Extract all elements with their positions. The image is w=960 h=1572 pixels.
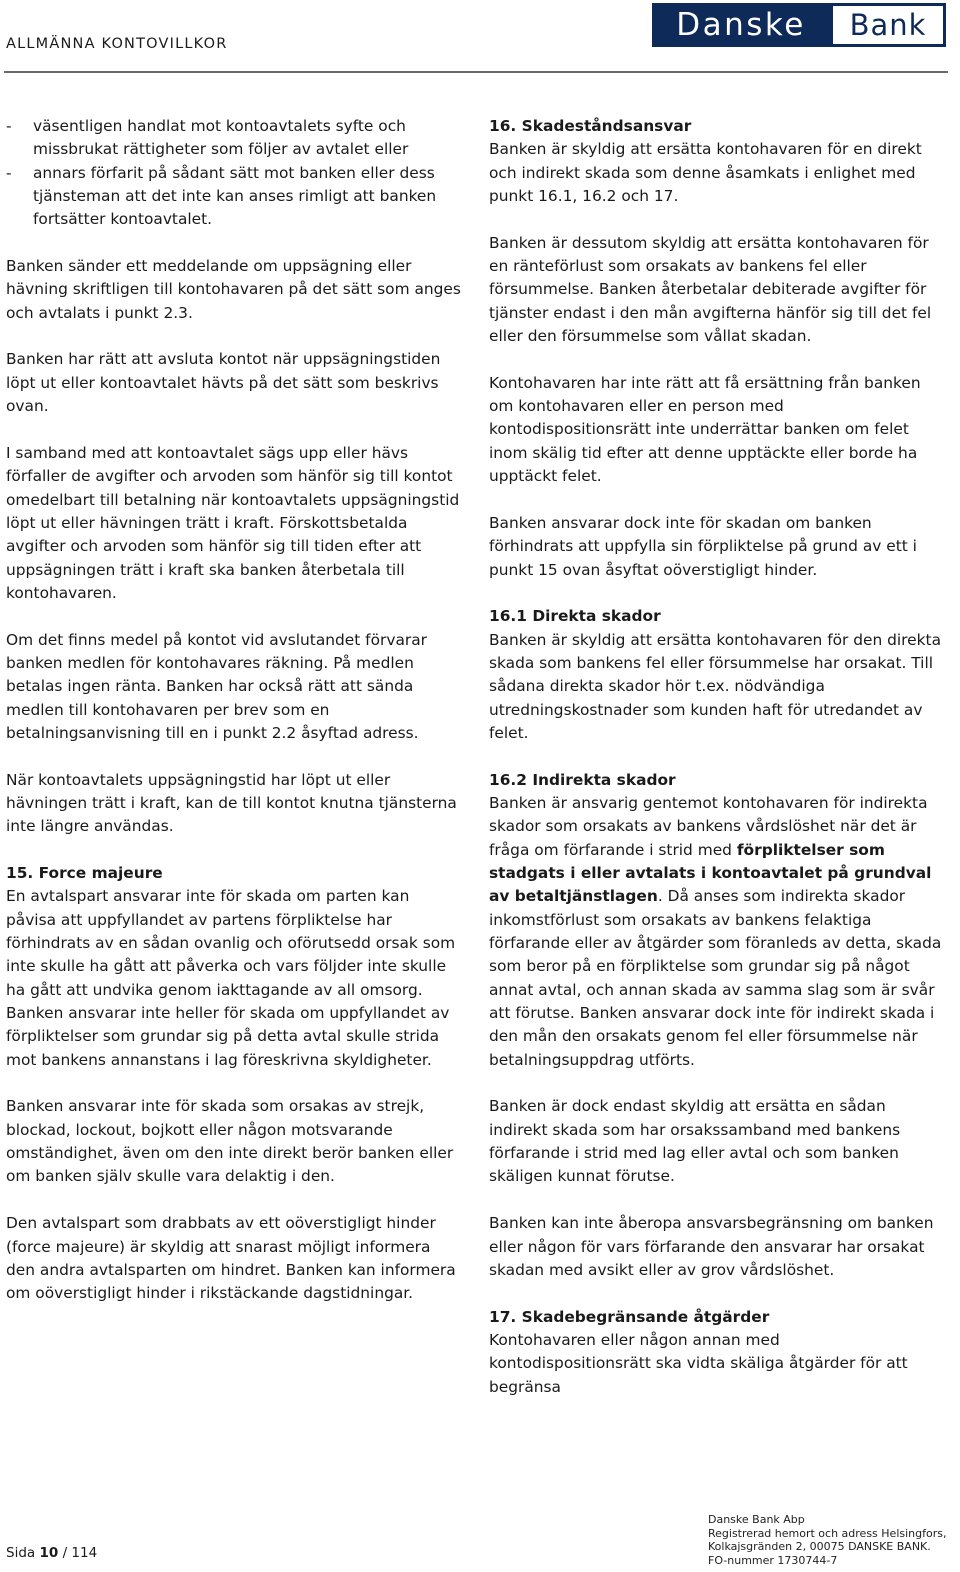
paragraph: Banken ansvarar dock inte för skadan om banken förhindrats att uppfylla sin förpliktelse på grund av ett i punkt 15 ovan åsyftat oöverstigligt hinder. (489, 513, 917, 579)
page-current: 10 (39, 1545, 59, 1561)
list-item-text: väsentligen handlat mot kontoavtalets syfte och missbrukat rättigheter som följer av avtalet eller (33, 117, 409, 159)
section-16-1 (489, 605, 944, 745)
section-17 (489, 1306, 944, 1399)
section-heading: 16.2 Indirekta skador (489, 770, 676, 789)
paragraph: Kontohavaren eller någon annan med kontodispositionsrätt ska vidta skäliga åtgärder för att begränsa (489, 1330, 908, 1396)
paragraph: När kontoavtalets uppsägningstid har löpt ut eller hävningen trätt i kraft, kan de till kontot knutna tjänsterna inte längre användas. (6, 770, 457, 836)
list-item-text: annars förfarit på sådant sätt mot banken eller dess tjänsteman att det inte kan anses rimligt att banken fortsätter kontoavtalet. (33, 163, 437, 229)
list-item (6, 162, 464, 232)
paragraph: Banken ansvarar inte för skada som orsakas av strejk, blockad, lockout, bojkott eller någon motsvarande omständighet, även om den inte direkt berör banken eller om banken själv skulle vara delaktig i den. (6, 1097, 454, 1186)
address-line: Danske Bank Abp (708, 1513, 805, 1526)
paragraph: Banken sänder ett meddelande om uppsägning eller hävning skriftligen till kontohavaren på det sätt som anges och avtalats i punkt 2.3. (6, 257, 461, 322)
paragraph: Den avtalspart som drabbats av ett oöverstigligt hinder (force majeure) är skyldig att snarast möjligt informera den andra avtalsparten om hindret. Banken kan informera om oöverstigligt hinder i rikstäckande dagstidningar. (6, 1214, 456, 1303)
paragraph: Om det finns medel på kontot vid avslutandet förvarar banken medlen för kontohavares räkning. På medlen betalas ingen ränta. Banken har också rätt att sända medlen till kontohavaren per brev som en betalningsanvisning till en i punkt 2.2 åsyftad adress. (6, 630, 427, 742)
bold-phrase: förpliktelser som stadgats i eller avtalats i kontoavtalet på grundval av betaltjänstlagen (489, 840, 932, 906)
logo-word-bank: Bank (833, 6, 943, 44)
list-dash: - (6, 163, 12, 182)
section-heading: 16. Skadeståndsansvar (489, 117, 692, 135)
section-16-2 (489, 769, 944, 1072)
company-address (708, 1513, 946, 1567)
paragraph: En avtalspart ansvarar inte för skada om parten kan påvisa att uppfyllandet av partens förpliktelse har förhindrats av en sådan ovanlig och oförutsedd orsak som inte skulle ha gått att påverka och vars följder inte skulle ha gått att undvika genom iakttagande av all omsorg. Banken ansvarar inte heller för skada om uppfyllandet av förpliktelser som grundar sig på detta avtal skulle strida mot bankens annanstans i lag föreskrivna skyldigheter. (6, 887, 456, 1069)
paragraph: Banken har rätt att avsluta kontot när uppsägningstiden löpt ut eller kontoavtalet hävts på det sätt som beskrivs ovan. (6, 350, 441, 416)
page-total: / 114 (62, 1545, 98, 1561)
address-line: Kolkajsgränden 2, 00075 DANSKE BANK. (708, 1540, 931, 1554)
paragraph: I samband med att kontoavtalet sägs upp eller hävs förfaller de avgifter och arvoden som hänför sig till kontot omedelbart till betalning när kontoavtalets uppsägningstid löpt ut eller hävningen trätt i kraft. Förskottsbetalda avgifter och arvoden som hänför sig till tiden efter att uppsägningen trätt i kraft ska banken återbetala till kontohavaren. (6, 443, 460, 602)
address-line: FO-nummer 1730744-7 (708, 1553, 838, 1567)
document-title: ALLMÄNNA KONTOVILLKOR (6, 36, 228, 52)
list-dash: - (6, 117, 12, 135)
paragraph-part: Banken är ansvarig gentemot kontohavaren för indirekta skador som orsakats av bankens vårdslöshet när det är fråga om förfarande i strid med (489, 793, 928, 859)
left-column (6, 115, 464, 1329)
paragraph: Banken är dessutom skyldig att ersätta kontohavaren för en ränteförlust som orsakats av bankens fel eller försummelse. Banken återbetalar debiterade avgifter för tjänster endast i den mån avgifterna hänför sig till det fel eller den försummelse som vållat skadan. (489, 233, 932, 346)
paragraph: Banken är skyldig att ersätta kontohavaren för den direkta skada som bankens fel eller försummelse har orsakat. Till sådana direkta skador hör t.ex. nödvändiga utredningskostnader som kunden haft för utredandet av felet. (489, 630, 942, 742)
list-item (6, 115, 464, 162)
danske-bank-logo (652, 3, 946, 47)
paragraph: Kontohavaren har inte rätt att få ersättning från banken om kontohavaren eller en person med kontodispositionsrätt inte underrättar banken om felet inom skälig tid efter att denne upptäckte eller borde ha upptäckt felet. (489, 373, 921, 486)
section-15 (6, 862, 464, 1072)
section-16 (489, 115, 944, 208)
section-heading: 17. Skadebegränsande åtgärder (489, 1307, 770, 1326)
logo-word-danske: Danske (676, 7, 806, 43)
paragraph: Banken är dock endast skyldig att ersätta en sådan indirekt skada som har orsakssamband med bankens förfarande i strid med lag eller avtal och som banken skäligen kunnat förutse. (489, 1097, 901, 1186)
paragraph: Banken är skyldig att ersätta kontohavaren för en direkt och indirekt skada som denne åsamkats i enlighet med punkt 16.1, 16.2 och 17. (489, 140, 922, 206)
address-line: Registrerad hemort och adress Helsingfors, (708, 1526, 947, 1540)
header-divider (4, 71, 948, 73)
paragraph: Banken kan inte åberopa ansvarsbegränsning om banken eller någon för vars förfarande den ansvarar har orsakat skadan med avsikt eller av grov vårdslöshet. (489, 1214, 934, 1279)
section-heading: 16.1 Direkta skador (489, 607, 661, 626)
page-number (6, 1545, 97, 1561)
page-label: Sida (6, 1545, 36, 1561)
paragraph-part: . Då anses som indirekta skador inkomstförlust som orsakats av bankens felaktiga förfarande eller av åtgärder som föranleds av detta, skada som beror på en förpliktelse som grundar sig på något annat avtal, och annan skada av samma slag som är svår att förutse. Banken ansvarar dock inte för indirekt skada i den mån den orsakats genom fel eller försummelse när betalningsuppdrag utförts. (489, 887, 942, 1069)
section-heading: 15. Force majeure (6, 864, 163, 882)
right-column (489, 115, 944, 1422)
